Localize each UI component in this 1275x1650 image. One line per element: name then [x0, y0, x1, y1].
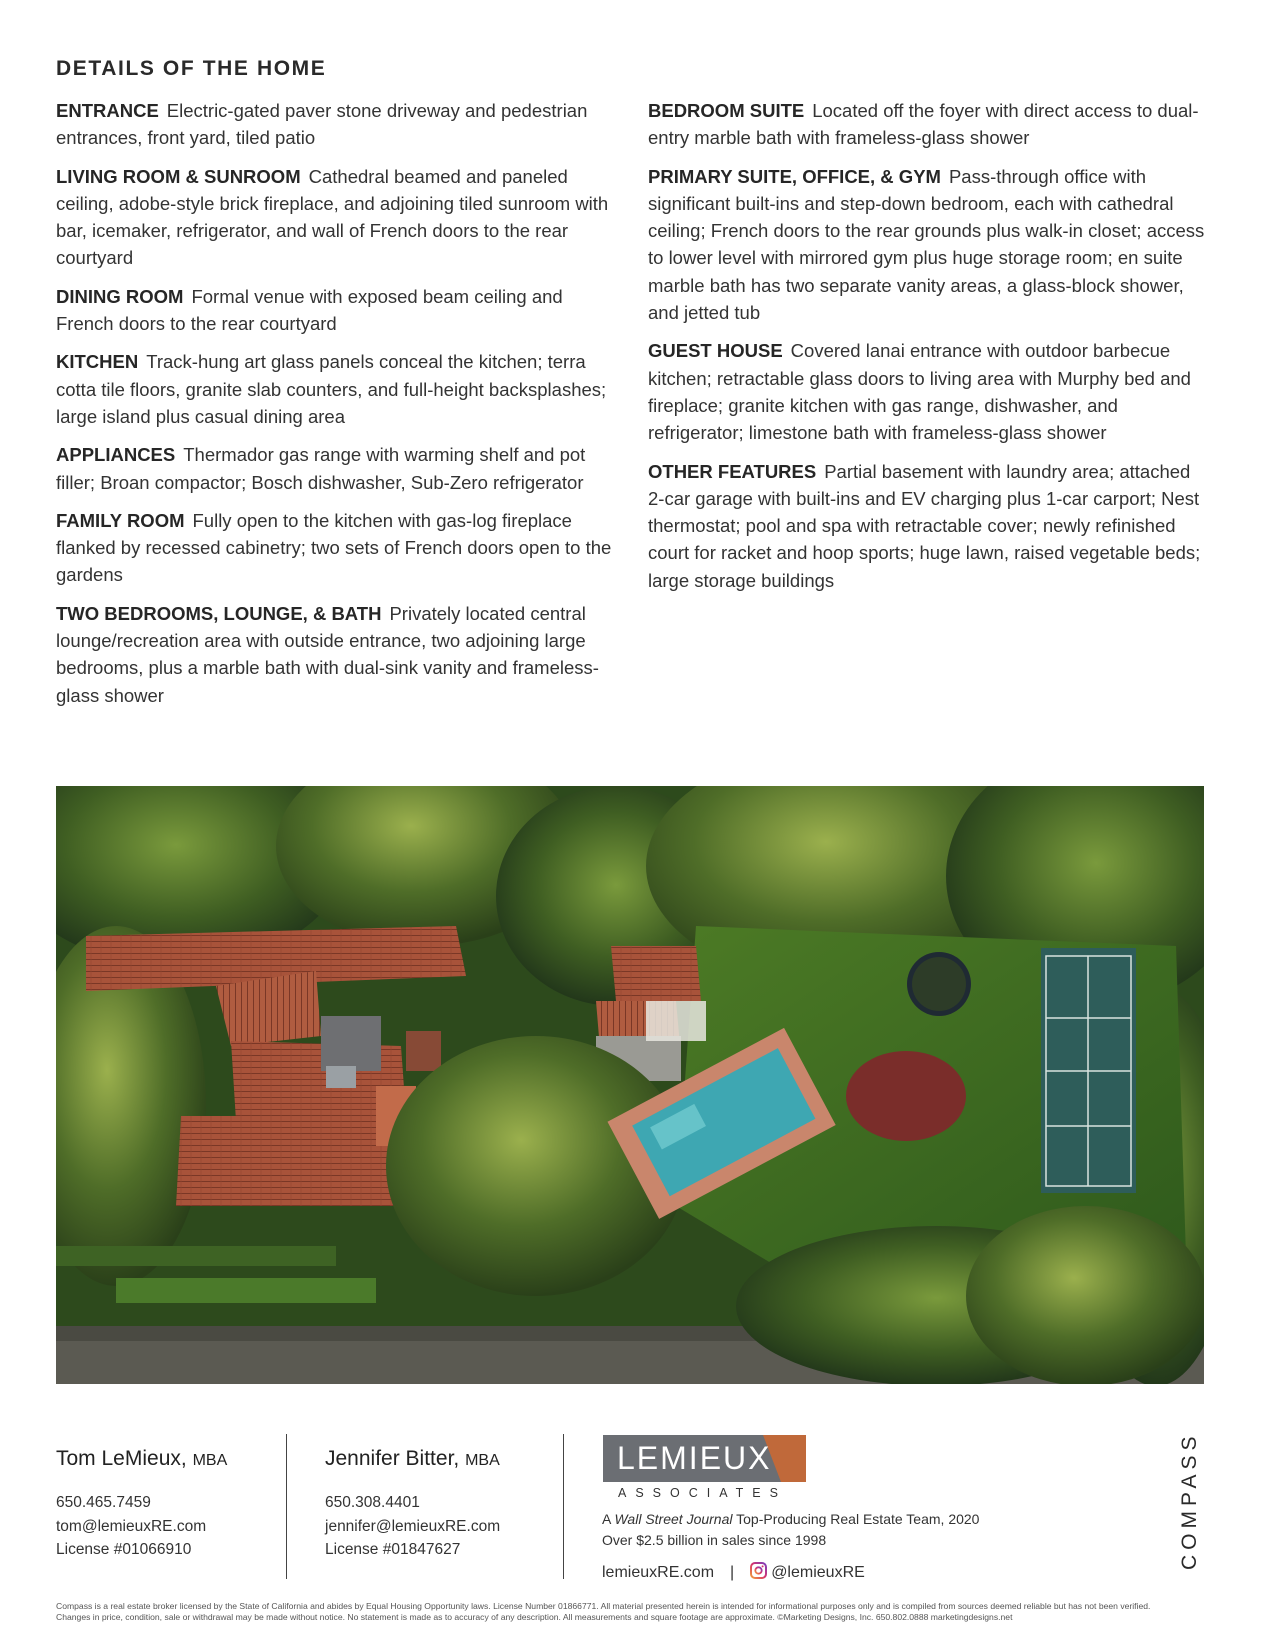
feature-text: Cathedral beamed and paneled ceiling, adobe-style brick fireplace, and adjoining tiled sunroom with bar, icemaker, refrigerator, and wall of French doors to the rear courtyard: [56, 165, 609, 269]
feature-text: Pass-through office with significant built-ins and step-down bedroom, each with cathedral ceiling; French doors to the rear grounds plus walk-in closet; access to lower level with mirrored gym plus huge storage room; en suite marble bath has two separate vanity areas, a glass-block shower, and jetted tub: [648, 165, 1205, 324]
agent-name: [325, 1447, 500, 1471]
feature-guest-house: [648, 337, 1208, 446]
sales-line: Over $2.5 billion in sales since 1998: [602, 1532, 827, 1548]
tagline-suffix: Top-Producing Real Estate Team, 2020: [736, 1511, 980, 1527]
feature-label: PRIMARY SUITE, OFFICE, & GYM: [648, 165, 941, 187]
agent-phone: 650.308.4401: [325, 1494, 420, 1511]
compass-logo: COMPASS: [1178, 1431, 1201, 1570]
features-right-column: [648, 97, 1208, 605]
feature-text: Covered lanai entrance with outdoor barbecue kitchen; retractable glass doors to living area with Murphy bed and fireplace; granite kitchen with gas range, dishwasher, and refrigerator; limestone bath with frameless-glass shower: [648, 340, 1191, 444]
website-link[interactable]: lemieuxRE.com: [602, 1564, 715, 1581]
tagline-prefix: A: [602, 1511, 611, 1527]
feature-text: Electric-gated paver stone driveway and pedestrian entrances, front yard, tiled patio: [56, 100, 588, 149]
agent-name-text: Tom LeMieux,: [56, 1447, 187, 1470]
aerial-property-photo: [56, 786, 1204, 1384]
feature-appliances: [56, 441, 616, 496]
feature-two-bedrooms: [56, 600, 616, 709]
feature-text: Thermador gas range with warming shelf and pot filler; Broan compactor; Bosch dishwasher, Sub-Zero refrigerator: [56, 444, 586, 493]
logo-sub-text: ASSOCIATES: [618, 1486, 787, 1500]
feature-label: DINING ROOM: [56, 285, 184, 307]
divider: [286, 1434, 287, 1579]
tagline: [602, 1511, 979, 1527]
agent-credential: MBA: [192, 1452, 228, 1469]
agent-name-text: Jennifer Bitter,: [325, 1447, 460, 1470]
feature-dining-room: [56, 283, 616, 338]
separator: |: [730, 1564, 735, 1581]
feature-label: LIVING ROOM & SUNROOM: [56, 165, 301, 187]
feature-text: Privately located central lounge/recreation area with outside entrance, two adjoining large bedrooms, plus a marble bath with dual-sink vanity and frameless-glass shower: [56, 602, 599, 706]
feature-label: GUEST HOUSE: [648, 340, 783, 362]
feature-bedroom-suite: [648, 97, 1208, 152]
feature-entrance: [56, 97, 616, 152]
feature-living-room: [56, 163, 616, 272]
feature-kitchen: [56, 348, 616, 430]
agent-credential: MBA: [465, 1452, 500, 1469]
agent-email[interactable]: tom@lemieuxRE.com: [56, 1517, 207, 1535]
legal-disclaimer: Compass is a real estate broker licensed by the State of California and abides by Equal Housing Opportunity laws. License Number 01866771. All material presented herein is intended for informational purposes only and is compiled from sources deemed reliable but has not been verified. Changes in price, condition, sale or withdrawal may be made without notice. No statement is made as to accuracy of any description. All measurements and square footage are approximate. ©Marketing Designs, Inc. 650.802.0888 marketingdesigns.net: [56, 1601, 1151, 1622]
feature-text: Partial basement with laundry area; attached 2-car garage with built-ins and EV charging plus 1-car carport; Nest thermostat; pool and spa with retractable cover; newly refinished court for racket and hoop sports; huge lawn, raised vegetable beds; large storage buildings: [648, 460, 1201, 591]
feature-label: KITCHEN: [56, 351, 139, 373]
agent-license: License #01847627: [325, 1541, 461, 1558]
instagram-icon[interactable]: [750, 1562, 767, 1584]
agent-tom: [56, 1447, 227, 1562]
feature-label: APPLIANCES: [56, 444, 176, 466]
agent-jennifer: [325, 1447, 500, 1562]
divider: [563, 1434, 564, 1579]
logo-main-text: LEMIEUX: [617, 1440, 772, 1476]
feature-label: FAMILY ROOM: [56, 509, 185, 531]
feature-family-room: [56, 507, 616, 589]
feature-text: Fully open to the kitchen with gas-log fireplace flanked by recessed cabinetry; two sets of French doors open to the gardens: [56, 509, 612, 586]
features-left-column: [56, 97, 616, 720]
instagram-handle[interactable]: @lemieuxRE: [771, 1564, 865, 1581]
contact-links: [602, 1562, 865, 1584]
feature-text: Located off the foyer with direct access to dual-entry marble bath with frameless-glass shower: [648, 100, 1199, 149]
agent-name: [56, 1447, 227, 1471]
agent-phone: 650.465.7459: [56, 1494, 151, 1511]
feature-label: OTHER FEATURES: [648, 460, 817, 482]
feature-other-features: [648, 458, 1208, 594]
agent-email[interactable]: jennifer@lemieuxRE.com: [325, 1517, 501, 1535]
feature-label: BEDROOM SUITE: [648, 100, 805, 121]
feature-label: TWO BEDROOMS, LOUNGE, & BATH: [56, 602, 382, 624]
tagline-italic: Wall Street Journal: [614, 1511, 733, 1527]
feature-text: Formal venue with exposed beam ceiling and French doors to the rear courtyard: [56, 285, 563, 335]
section-title: DETAILS OF THE HOME: [56, 57, 327, 80]
lemieux-logo: [603, 1435, 806, 1482]
feature-label: ENTRANCE: [56, 100, 159, 121]
feature-text: Track-hung art glass panels conceal the kitchen; terra cotta tile floors, granite slab counters, and full-height backsplashes; large island plus casual dining area: [56, 351, 607, 427]
feature-primary-suite: [648, 163, 1208, 327]
agent-license: License #01066910: [56, 1541, 192, 1558]
